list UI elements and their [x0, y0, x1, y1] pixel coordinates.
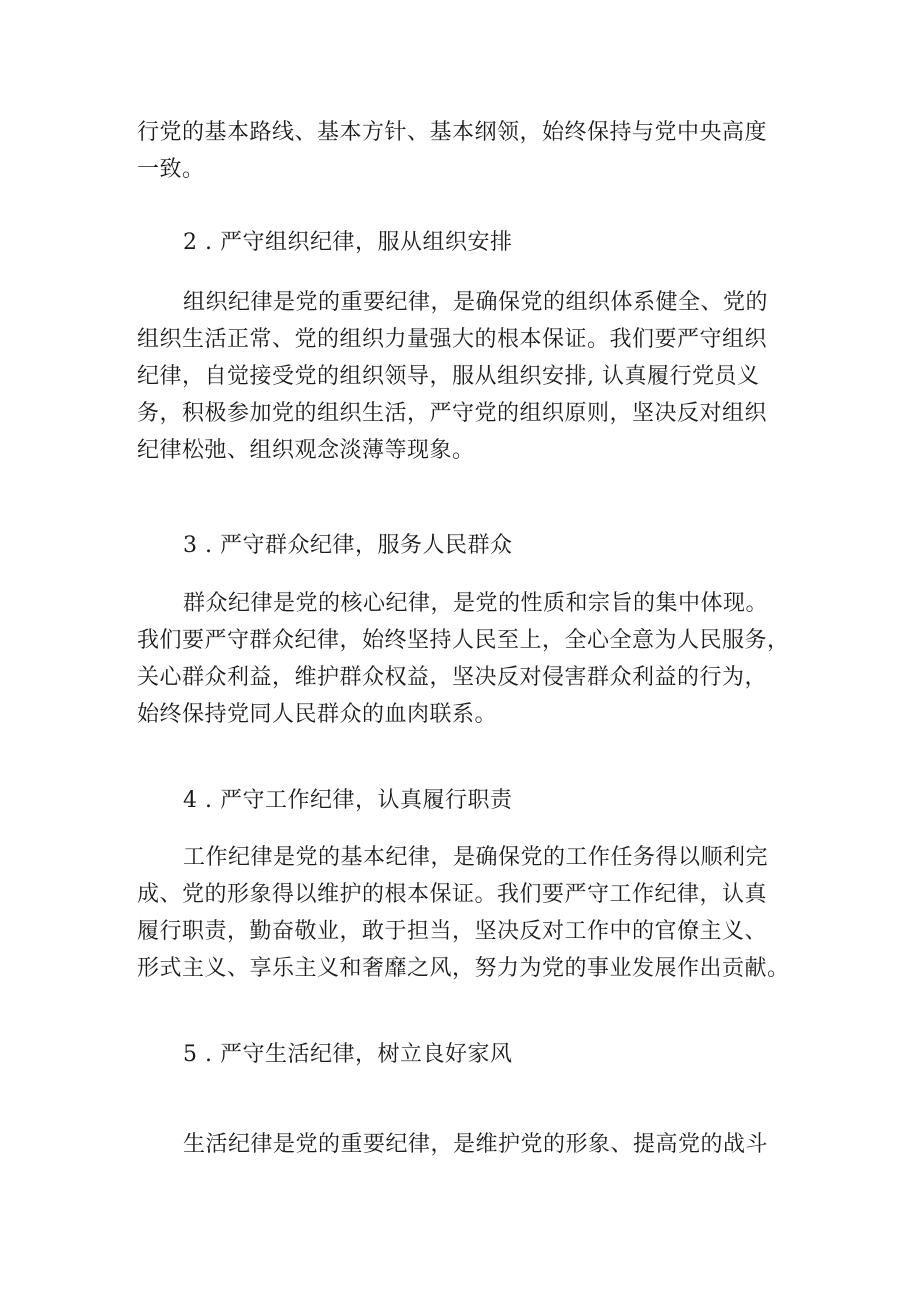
- text-line: 务，积极参加党的组织生活，严守党的组织原则，坚决反对组织: [137, 401, 768, 426]
- section-heading-3: 3 . 严守群众纪律，服务人民群众: [183, 533, 513, 558]
- text-line: 我们要严守群众纪律，始终坚持人民至上，全心全意为人民服务，: [137, 628, 790, 653]
- text-line: 纪律，自觉接受党的组织领导，服从组织安排, 认真履行党员义: [137, 364, 760, 389]
- text-line: 组织生活正常、党的组织力量强大的根本保证。我们要严守组织: [137, 327, 768, 352]
- text-line: 关心群众利益，维护群众权益，坚决反对侵害群众利益的行为，: [137, 665, 768, 690]
- text-line: 生活纪律是党的重要纪律，是维护党的形象、提高党的战斗: [183, 1132, 769, 1157]
- text-line: 行党的基本路线、基本方针、基本纲领，始终保持与党中央高度: [137, 120, 768, 145]
- text-line: 一致。: [137, 157, 205, 182]
- text-line: 成、党的形象得以维护的根本保证。我们要严守工作纪律，认真: [137, 882, 768, 907]
- text-line: 组织纪律是党的重要纪律，是确保党的组织体系健全、党的: [183, 290, 769, 315]
- paragraph-section-2: [137, 284, 797, 469]
- paragraph-continuation: [137, 114, 797, 188]
- text-line: 形式主义、享乐主义和奢靡之风，努力为党的事业发展作出贡献。: [137, 956, 790, 981]
- text-line: 工作纪律是党的基本纪律，是确保党的工作任务得以顺利完: [183, 845, 769, 870]
- text-line: 纪律松弛、组织观念淡薄等现象。: [137, 438, 475, 463]
- text-line: 履行职责，勤奋敬业，敢于担当，坚决反对工作中的官僚主义、: [137, 919, 768, 944]
- paragraph-section-4: [137, 839, 797, 987]
- section-heading-4: 4 . 严守工作纪律，认真履行职责: [183, 788, 513, 813]
- paragraph-section-3: [137, 585, 797, 733]
- section-heading-2: 2 . 严守组织纪律，服从组织安排: [183, 230, 513, 255]
- text-line: 始终保持党同人民群众的血肉联系。: [137, 702, 498, 727]
- text-line: 群众纪律是党的核心纪律，是党的性质和宗旨的集中体现。: [183, 591, 769, 616]
- paragraph-section-5: [137, 1126, 797, 1163]
- section-heading-5: 5 . 严守生活纪律，树立良好家风: [183, 1042, 513, 1067]
